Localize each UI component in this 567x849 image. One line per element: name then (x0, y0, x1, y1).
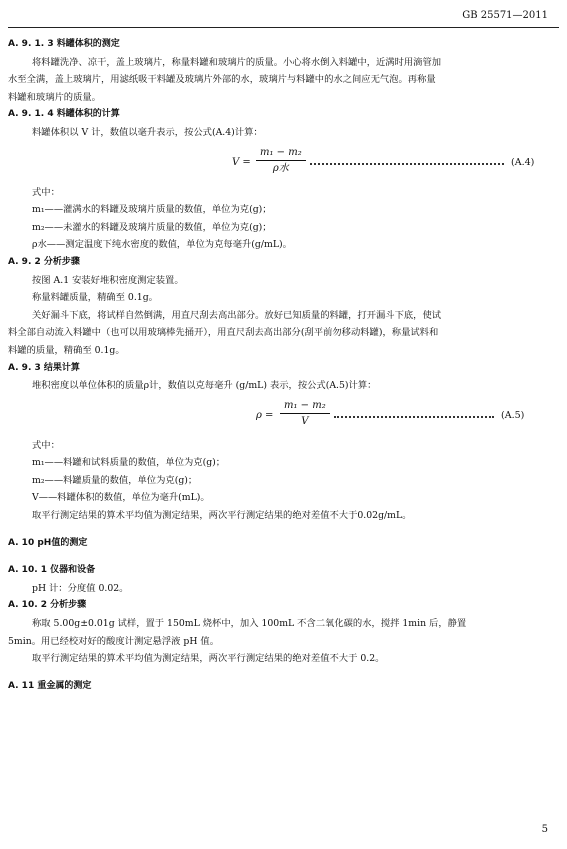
paragraph-line: 料罐的质量，精确至 0.1g。 (8, 344, 125, 356)
paragraph-line: 将料罐洗净、凉干，盖上玻璃片，称量料罐和玻璃片的质量。小心将水倒入料罐中，近满时用滴管加 (32, 56, 442, 68)
where-label: 式中： (32, 439, 60, 451)
page-content (8, 36, 559, 695)
paragraph-line: 称取 5.00g±0.01g 试样，置于 150mL 烧杯中，加入 100mL 不含二氧化碳的水，搅拌 1min 后，静置 (32, 618, 467, 630)
variable-definition: V——料罐体积的数值，单位为毫升(mL)。 (32, 492, 210, 504)
formula-numerator: m₁ − m₂ (256, 145, 306, 161)
variable-definition: m₂——料罐质量的数值，单位为克(g)； (32, 474, 198, 486)
instrument-line: pH 计：分度值 0.02。 (32, 582, 129, 594)
formula-a5 (8, 395, 559, 437)
formula-denominator: V (301, 415, 309, 427)
formula-intro: 堆积密度以单位体积的质量ρ计，数值以克每毫升 (g/mL) 表示，按公式(A.5)计算： (32, 380, 377, 392)
heading-a92: A. 9. 2 分析步骤 (8, 256, 80, 267)
variable-definition: m₁——料罐和试料质量的数值，单位为克(g)； (32, 457, 226, 469)
result-statement: 取平行测定结果的算术平均值为测定结果，两次平行测定结果的绝对差值不大于 0.2。 (32, 653, 385, 665)
formula-denominator: ρ水 (272, 162, 289, 174)
result-statement: 取平行测定结果的算术平均值为测定结果，两次平行测定结果的绝对差值不大于0.02g/mL。 (32, 510, 412, 522)
formula-lhs: V = (232, 156, 251, 168)
step-line: 按图 A.1 安装好堆积密度测定装置。 (32, 274, 184, 286)
paragraph-line: 料罐和玻璃片的质量。 (8, 91, 101, 103)
heading-a913: A. 9. 1. 3 料罐体积的测定 (8, 39, 120, 49)
formula-a4 (8, 142, 559, 184)
variable-definition: m₂——未灌水的料罐及玻璃片质量的数值，单位为克(g)； (32, 221, 272, 233)
page-number: 5 (541, 824, 548, 835)
variable-definition: ρ水——测定温度下纯水密度的数值，单位为克每毫升(g/mL)。 (32, 239, 292, 251)
paragraph-line: 5min。用已经校对好的酸度计测定悬浮液 pH 值。 (8, 635, 220, 647)
standard-number: GB 25571—2011 (462, 10, 548, 21)
formula-numerator: m₁ − m₂ (280, 398, 330, 414)
heading-a11: A. 11 重金属的测定 (8, 680, 92, 691)
heading-a914: A. 9. 1. 4 料罐体积的计算 (8, 109, 120, 120)
formula-intro: 料罐体积以 V 计，数值以毫升表示，按公式(A.4)计算： (32, 126, 263, 138)
formula-fraction (256, 145, 306, 177)
formula-lhs: ρ = (256, 409, 274, 421)
leader-dots (310, 163, 504, 165)
heading-a93: A. 9. 3 结果计算 (8, 362, 80, 373)
step-line: 称量料罐质量，精确至 0.1g。 (32, 292, 158, 304)
heading-a10: A. 10 pH值的测定 (8, 537, 88, 548)
paragraph-line: 料全部自动流入料罐中（也可以用玻璃棒先捅开），用直尺刮去高出部分(刮平前勿移动料罐)，称量试料和 (8, 327, 439, 339)
heading-a101: A. 10. 1 仪器和设备 (8, 565, 96, 576)
paragraph-line: 水至全满，盖上玻璃片，用滤纸吸干料罐及玻璃片外部的水，玻璃片与料罐中的水之间应无气泡。再称量 (8, 74, 436, 86)
equation-number: (A.4) (511, 156, 535, 168)
header-rule (8, 27, 559, 28)
formula-fraction (280, 398, 330, 430)
variable-definition: m₁——灌满水的料罐及玻璃片质量的数值，单位为克(g)； (32, 204, 272, 216)
paragraph-line: 关好漏斗下底，将试样自然倒满，用直尺刮去高出部分。放好已知质量的料罐，打开漏斗下底，使试 (32, 309, 442, 321)
equation-number: (A.5) (501, 409, 525, 421)
leader-dots (334, 416, 494, 418)
where-label: 式中： (32, 186, 60, 198)
heading-a102: A. 10. 2 分析步骤 (8, 600, 87, 611)
